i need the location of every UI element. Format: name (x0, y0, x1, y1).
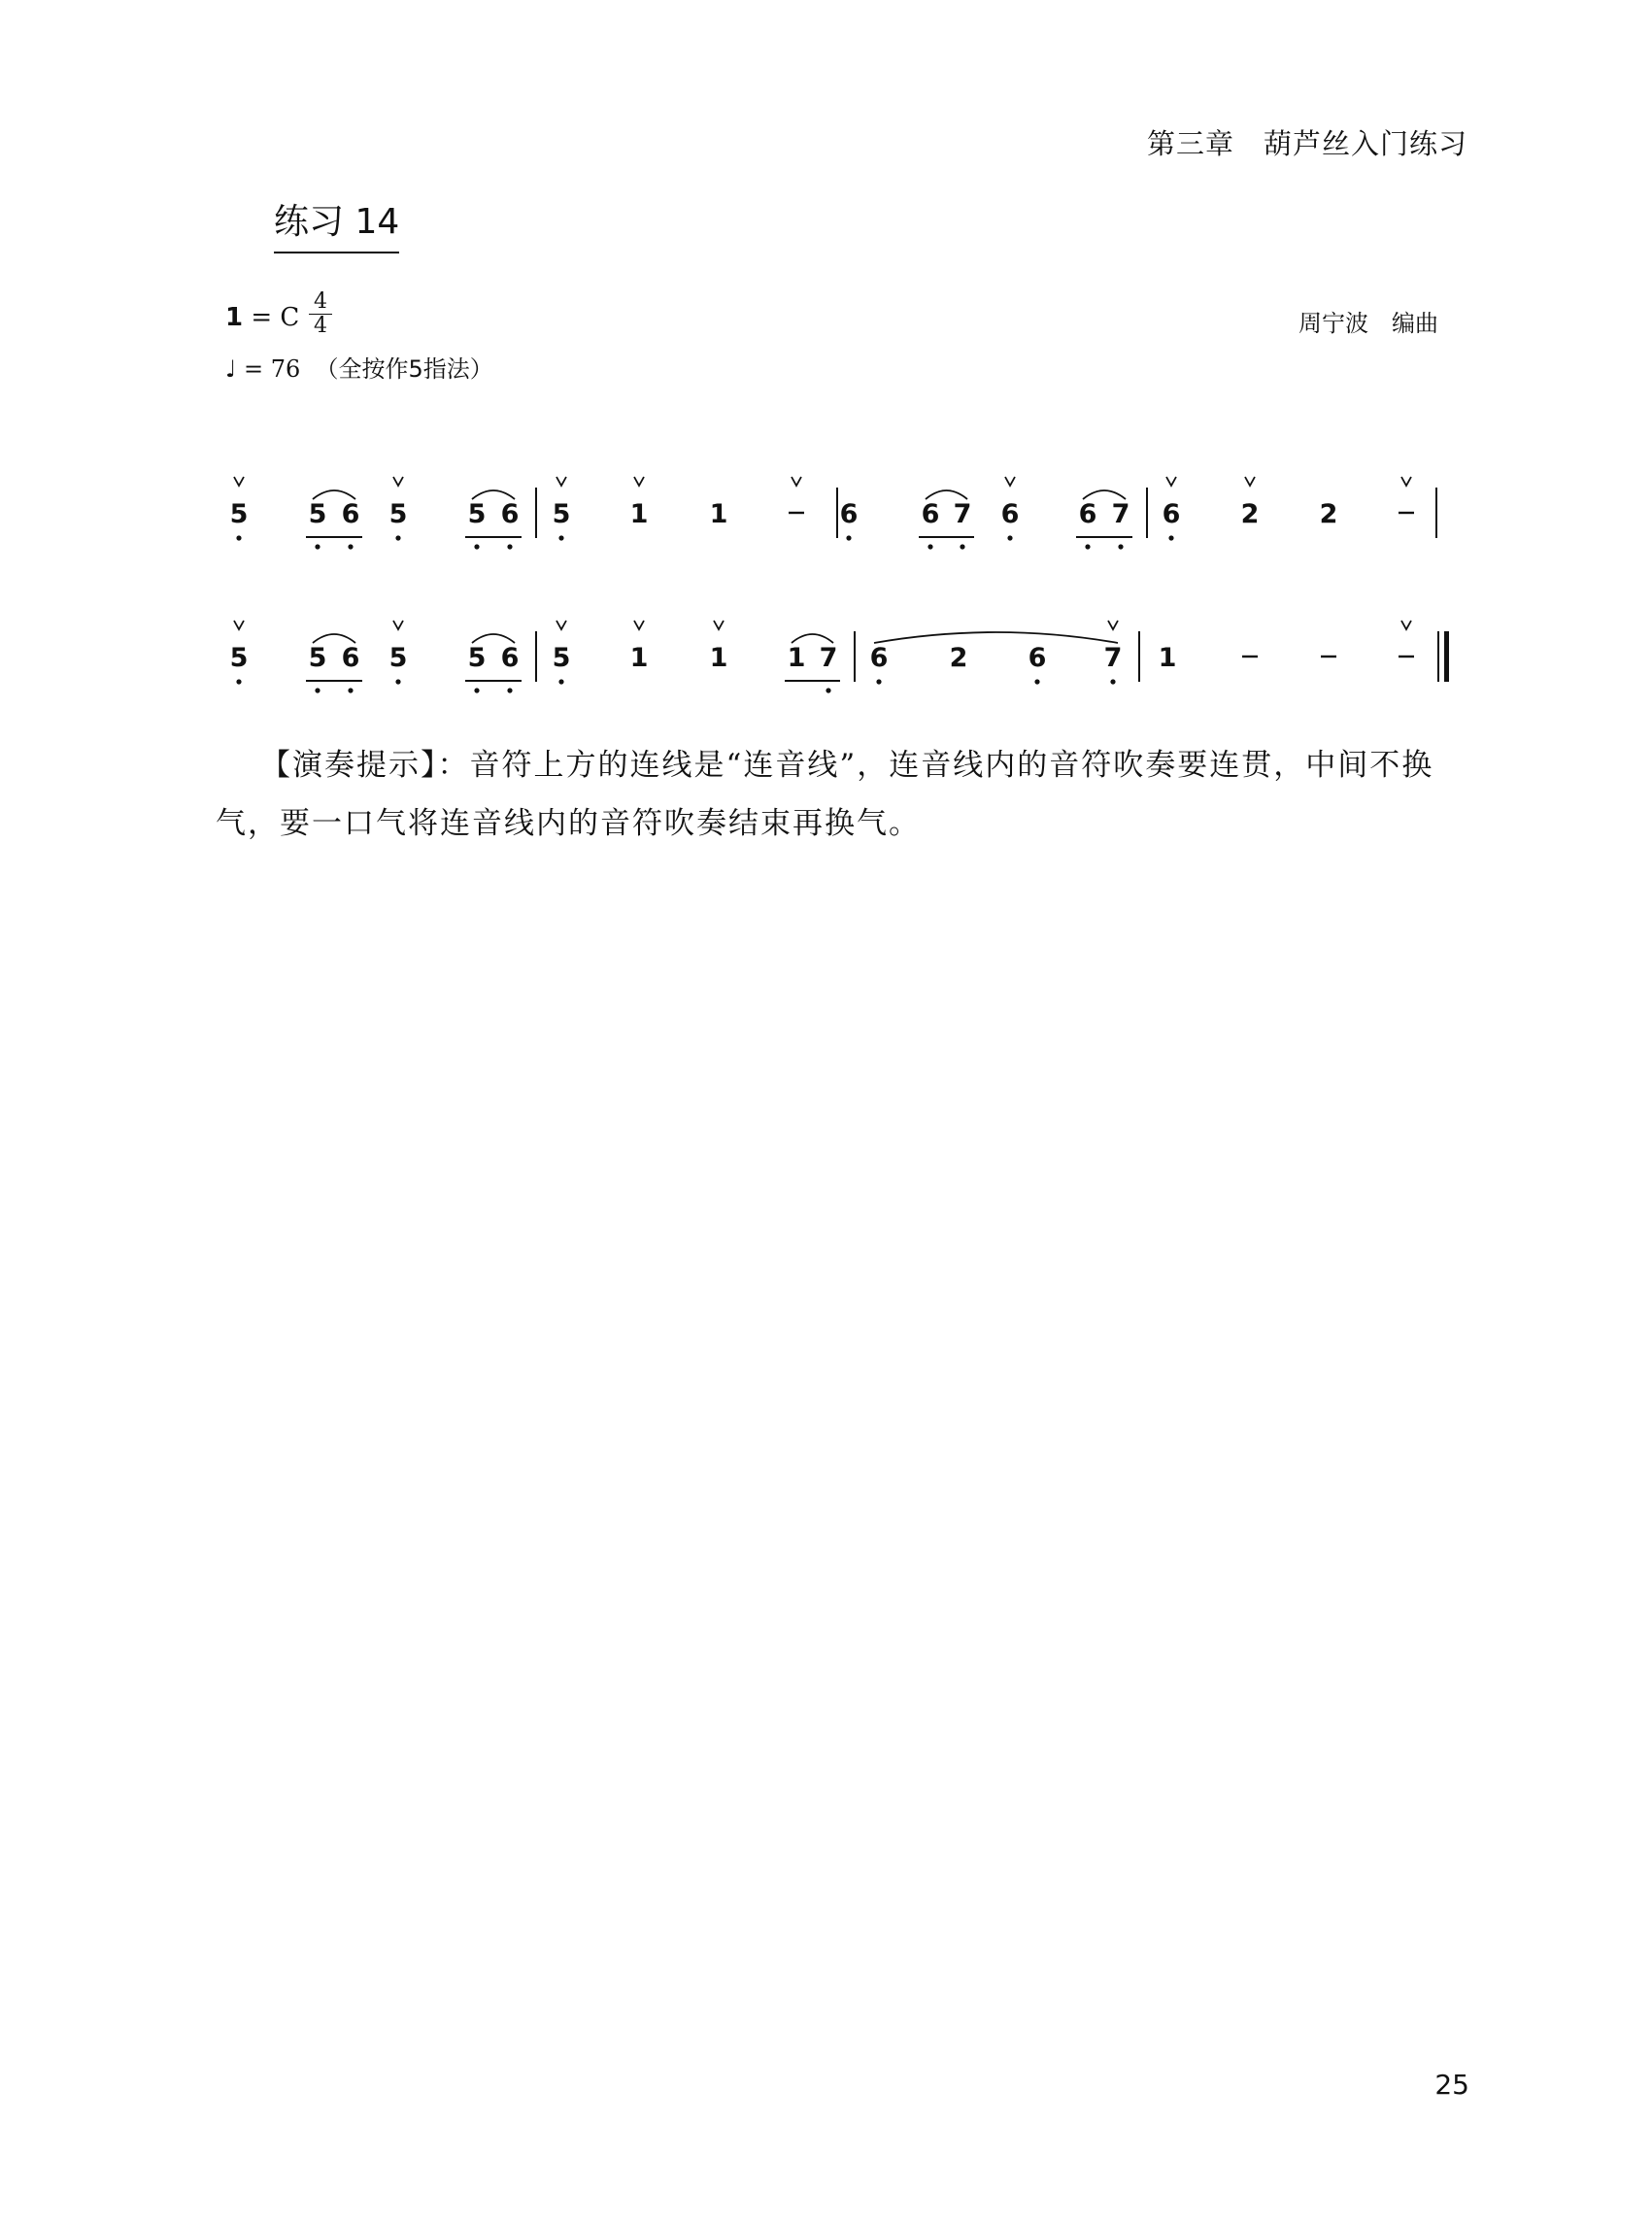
note: 5 (552, 643, 571, 673)
low-octave-dot (348, 544, 353, 549)
note: 6 (869, 643, 889, 673)
note: 7 (819, 643, 838, 673)
low-octave-dot (236, 535, 241, 540)
fingering-note: （全按作5指法） (315, 355, 493, 383)
final-bar-thick (1444, 631, 1449, 682)
note: 2 (949, 643, 968, 673)
low-octave-dot (846, 535, 851, 540)
note: 5 (308, 643, 327, 673)
low-octave-dot (927, 544, 932, 549)
note: 6 (1162, 499, 1181, 529)
low-octave-dot (1168, 535, 1173, 540)
note: 5 (388, 499, 408, 529)
note: 5 (388, 643, 408, 673)
breath-mark-icon (1166, 477, 1176, 486)
low-octave-dot (876, 679, 881, 684)
quarter-note-icon: ♩ (225, 355, 237, 383)
note: 6 (500, 499, 520, 529)
jianpu-score (0, 0, 1652, 738)
chapter-header: 第三章 葫芦丝入门练习 (1146, 127, 1467, 160)
low-octave-dot (1118, 544, 1123, 549)
breath-mark-icon (714, 621, 724, 629)
time-signature-top: 4 (314, 289, 327, 314)
breath-mark-icon (1005, 477, 1015, 486)
low-octave-dot (507, 544, 512, 549)
note: 7 (1103, 643, 1123, 673)
low-octave-dot (960, 544, 964, 549)
note: 7 (953, 499, 972, 529)
breath-mark-icon (393, 477, 403, 486)
breath-mark-icon (792, 477, 801, 486)
page-number: 25 (1434, 2069, 1469, 2101)
low-octave-dot (558, 535, 563, 540)
note: 5 (308, 499, 327, 529)
low-octave-dot (1034, 679, 1039, 684)
note: 5 (552, 499, 571, 529)
composer-credit: 周宁波 编曲 (1298, 310, 1438, 337)
slur-arc (313, 634, 355, 643)
low-octave-dot (395, 535, 400, 540)
note: 7 (1111, 499, 1130, 529)
slur-arc (472, 634, 515, 643)
low-octave-dot (507, 688, 512, 692)
slur-arc (1083, 490, 1126, 499)
key-number: 1 (225, 303, 244, 332)
performance-tip-line-2: 气，要一口气将连音线内的音符吹奏结束再换气。 (216, 806, 921, 841)
low-octave-dot (474, 544, 479, 549)
note: 5 (229, 643, 249, 673)
breath-mark-icon (1245, 477, 1255, 486)
low-octave-dot (558, 679, 563, 684)
low-octave-dot (395, 679, 400, 684)
note: 2 (1240, 499, 1260, 529)
note: 1 (709, 499, 728, 529)
note: 1 (787, 643, 806, 673)
breath-mark-icon (556, 477, 566, 486)
note: 2 (1319, 499, 1338, 529)
breath-mark-icon (234, 477, 244, 486)
breath-mark-icon (634, 477, 644, 486)
slur-arc (874, 632, 1118, 643)
breath-mark-icon (634, 621, 644, 629)
time-signature-bottom: 4 (314, 314, 327, 338)
performance-tip-line-1: 【演奏提示】：音符上方的连线是“连音线”，连音线内的音符吹奏要连贯，中间不换 (260, 748, 1434, 783)
note: 6 (1028, 643, 1047, 673)
low-octave-dot (826, 688, 830, 692)
low-octave-dot (1110, 679, 1115, 684)
low-octave-dot (315, 544, 320, 549)
low-octave-dot (1007, 535, 1012, 540)
slur-arc (313, 490, 355, 499)
note: 1 (629, 643, 649, 673)
note: 6 (500, 643, 520, 673)
breath-mark-icon (1401, 477, 1411, 486)
exercise-title: 练习 14 (274, 194, 399, 253)
breath-mark-icon (556, 621, 566, 629)
note: 6 (921, 499, 940, 529)
slur-arc (792, 634, 833, 643)
tempo-value: = 76 (243, 355, 301, 383)
note: 6 (839, 499, 859, 529)
note: 1 (1158, 643, 1177, 673)
breath-mark-icon (1401, 621, 1411, 629)
breath-mark-icon (234, 621, 244, 629)
low-octave-dot (1085, 544, 1090, 549)
note: 5 (229, 499, 249, 529)
slur-arc (472, 490, 515, 499)
low-octave-dot (315, 688, 320, 692)
breath-mark-icon (1108, 621, 1118, 629)
breath-mark-icon (393, 621, 403, 629)
low-octave-dot (236, 679, 241, 684)
note: 5 (467, 643, 487, 673)
note: 6 (341, 499, 360, 529)
note: 5 (467, 499, 487, 529)
note: 6 (1000, 499, 1020, 529)
slur-arc (926, 490, 967, 499)
low-octave-dot (474, 688, 479, 692)
note: 1 (629, 499, 649, 529)
key-equals: = C (251, 303, 300, 332)
note: 6 (1078, 499, 1097, 529)
note: 6 (341, 643, 360, 673)
note: 1 (709, 643, 728, 673)
low-octave-dot (348, 688, 353, 692)
